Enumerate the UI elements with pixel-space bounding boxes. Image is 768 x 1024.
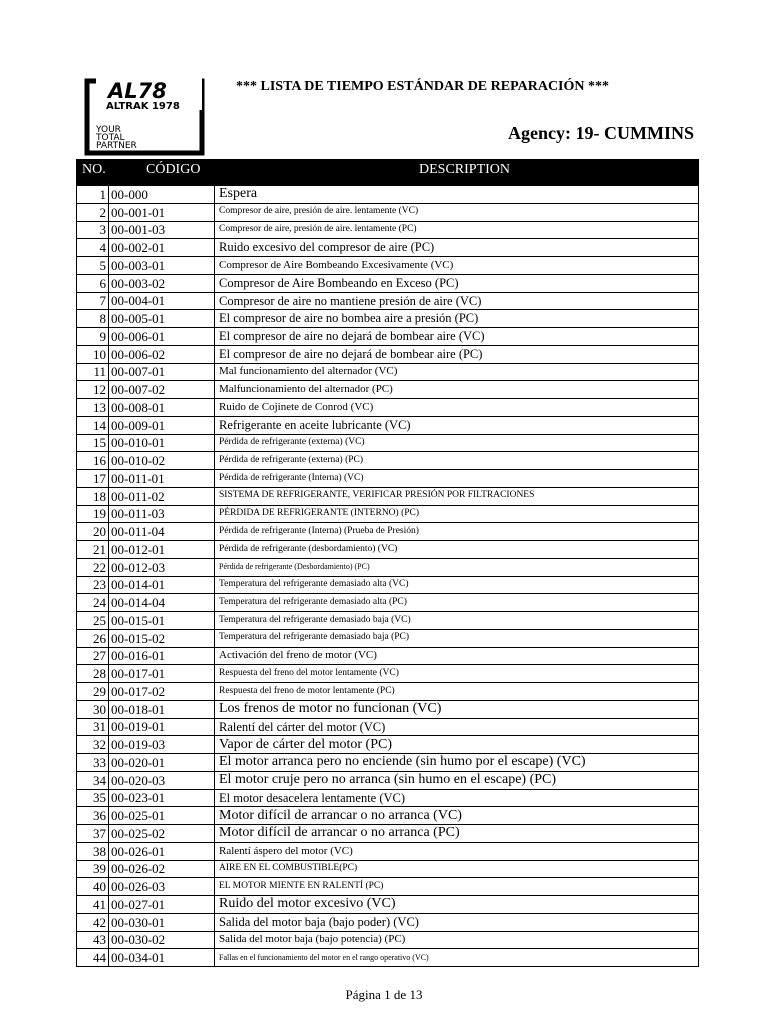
row-description: Motor difícil de arrancar o no arranca (PC)	[214, 825, 699, 842]
row-description: Motor difícil de arrancar o no arranca (VC)	[214, 807, 699, 824]
table-row	[76, 293, 699, 311]
row-number: 32	[76, 736, 108, 753]
row-code: 00-017-02	[108, 683, 214, 700]
row-code: 00-001-01	[108, 204, 214, 221]
row-number: 29	[76, 683, 108, 700]
row-code: 00-023-01	[108, 790, 214, 807]
table-row	[76, 488, 699, 506]
row-code: 00-011-01	[108, 470, 214, 487]
row-number: 20	[76, 523, 108, 540]
row-number: 38	[76, 843, 108, 860]
column-header-code: CÓDIGO	[146, 162, 201, 177]
row-number: 13	[76, 399, 108, 416]
page-number: Página 1 de 13	[345, 987, 423, 1002]
row-description: Pérdida de refrigerante (Desbordamiento) (PC)	[214, 559, 699, 576]
row-code: 00-012-01	[108, 541, 214, 558]
row-number: 40	[76, 878, 108, 895]
row-code: 00-019-01	[108, 719, 214, 736]
row-code: 00-030-01	[108, 914, 214, 931]
table-row	[76, 914, 699, 932]
table-row	[76, 399, 699, 417]
row-number: 42	[76, 914, 108, 931]
row-code: 00-014-01	[108, 577, 214, 594]
row-number: 44	[76, 949, 108, 966]
row-description: PÉRDIDA DE REFRIGERANTE (INTERNO) (PC)	[214, 506, 699, 523]
table-row	[76, 222, 699, 240]
row-description: El motor cruje pero no arranca (sin humo en el escape) (PC)	[214, 772, 699, 789]
row-code: 00-009-01	[108, 417, 214, 434]
row-number: 4	[76, 239, 108, 256]
row-description: El motor desacelera lentamente (VC)	[214, 790, 699, 807]
row-code: 00-011-03	[108, 506, 214, 523]
row-description: Temperatura del refrigerante demasiado baja (VC)	[214, 612, 699, 629]
row-description: Compresor de aire, presión de aire. lentamente (VC)	[214, 204, 699, 221]
logo-tagline-1: YOUR	[96, 125, 121, 135]
row-description: Ruido de Cojinete de Conrod (VC)	[214, 399, 699, 416]
table-row	[76, 506, 699, 524]
row-code: 00-026-01	[108, 843, 214, 860]
row-code: 00-012-03	[108, 559, 214, 576]
table-row	[76, 239, 699, 257]
row-code: 00-020-03	[108, 772, 214, 789]
row-code: 00-026-03	[108, 878, 214, 895]
row-description: Pérdida de refrigerante (desbordamiento) (VC)	[214, 541, 699, 558]
table-row	[76, 790, 699, 808]
row-number: 41	[76, 896, 108, 913]
table-row	[76, 825, 699, 843]
row-description: Vapor de cárter del motor (PC)	[214, 736, 699, 753]
row-description: Temperatura del refrigerante demasiado alta (VC)	[214, 577, 699, 594]
row-description: AIRE EN EL COMBUSTIBLE(PC)	[214, 861, 699, 878]
table-row	[76, 843, 699, 861]
table-row	[76, 541, 699, 559]
row-code: 00-016-01	[108, 648, 214, 665]
row-code: 00-017-01	[108, 665, 214, 682]
row-code: 00-003-01	[108, 257, 214, 274]
row-code: 00-000	[108, 186, 214, 203]
row-description: El compresor de aire no dejará de bombear aire (VC)	[214, 328, 699, 345]
repair-time-table	[76, 159, 699, 967]
row-number: 18	[76, 488, 108, 505]
row-description: Salida del motor baja (bajo potencia) (PC)	[214, 932, 699, 949]
row-number: 14	[76, 417, 108, 434]
document-title: *** LISTA DE TIEMPO ESTÁNDAR DE REPARACIÓN ***	[236, 79, 609, 94]
row-number: 15	[76, 435, 108, 452]
row-code: 00-025-02	[108, 825, 214, 842]
row-code: 00-005-01	[108, 310, 214, 327]
row-number: 36	[76, 807, 108, 824]
row-description: El compresor de aire no bombea aire a presión (PC)	[214, 310, 699, 327]
row-number: 11	[76, 364, 108, 381]
row-description: Pérdida de refrigerante (externa) (PC)	[214, 452, 699, 469]
row-description: Respuesta del freno del motor lentamente (VC)	[214, 665, 699, 682]
company-logo	[84, 78, 206, 156]
row-code: 00-002-01	[108, 239, 214, 256]
table-row	[76, 648, 699, 666]
table-row	[76, 719, 699, 737]
table-row	[76, 577, 699, 595]
table-row	[76, 310, 699, 328]
row-code: 00-006-01	[108, 328, 214, 345]
table-row	[76, 807, 699, 825]
table-row	[76, 736, 699, 754]
logo-company: ALTRAK 1978	[106, 101, 180, 112]
table-row	[76, 878, 699, 896]
row-description: Fallas en el funcionamiento del motor en el rango operativo (VC)	[214, 949, 699, 966]
table-body	[76, 186, 699, 967]
row-number: 43	[76, 932, 108, 949]
table-row	[76, 523, 699, 541]
row-code: 00-008-01	[108, 399, 214, 416]
row-description: Temperatura del refrigerante demasiado alta (PC)	[214, 594, 699, 611]
row-number: 3	[76, 222, 108, 239]
row-number: 34	[76, 772, 108, 789]
row-description: Pérdida de refrigerante (Interna) (VC)	[214, 470, 699, 487]
row-number: 17	[76, 470, 108, 487]
row-code: 00-014-04	[108, 594, 214, 611]
row-code: 00-007-02	[108, 381, 214, 398]
row-code: 00-018-01	[108, 701, 214, 718]
row-number: 16	[76, 452, 108, 469]
table-row	[76, 701, 699, 719]
column-header-description: DESCRIPTION	[419, 162, 511, 177]
row-number: 21	[76, 541, 108, 558]
row-code: 00-004-01	[108, 293, 214, 310]
row-code: 00-011-04	[108, 523, 214, 540]
table-header	[76, 159, 699, 186]
row-code: 00-010-02	[108, 452, 214, 469]
row-number: 9	[76, 328, 108, 345]
row-description: Malfuncionamiento del alternador (PC)	[214, 381, 699, 398]
row-number: 25	[76, 612, 108, 629]
row-code: 00-003-02	[108, 275, 214, 292]
row-code: 00-015-02	[108, 630, 214, 647]
row-description: Refrigerante en aceite lubricante (VC)	[214, 417, 699, 434]
table-row	[76, 435, 699, 453]
column-header-no: NO.	[82, 162, 106, 177]
row-code: 00-020-01	[108, 754, 214, 771]
row-code: 00-019-03	[108, 736, 214, 753]
row-number: 5	[76, 257, 108, 274]
row-description: Ralentí del cárter del motor (VC)	[214, 719, 699, 736]
row-description: Salida del motor baja (bajo poder) (VC)	[214, 914, 699, 931]
table-row	[76, 932, 699, 950]
row-description: Mal funcionamiento del alternador (VC)	[214, 364, 699, 381]
logo-tagline-2: TOTAL	[96, 133, 125, 143]
table-row	[76, 275, 699, 293]
table-row	[76, 204, 699, 222]
row-code: 00-006-02	[108, 346, 214, 363]
row-number: 19	[76, 506, 108, 523]
row-code: 00-001-03	[108, 222, 214, 239]
logo-tagline-3: PARTNER	[96, 141, 137, 151]
table-row	[76, 470, 699, 488]
row-number: 2	[76, 204, 108, 221]
table-row	[76, 896, 699, 914]
row-description: Espera	[214, 186, 699, 203]
row-description: Respuesta del freno de motor lentamente (PC)	[214, 683, 699, 700]
table-row	[76, 328, 699, 346]
row-number: 33	[76, 754, 108, 771]
row-description: EL MOTOR MIENTE EN RALENTÍ (PC)	[214, 878, 699, 895]
row-number: 31	[76, 719, 108, 736]
table-row	[76, 346, 699, 364]
agency-label: Agency: 19- CUMMINS	[508, 123, 694, 143]
table-row	[76, 772, 699, 790]
row-number: 22	[76, 559, 108, 576]
table-row	[76, 559, 699, 577]
table-row	[76, 949, 699, 967]
table-row	[76, 861, 699, 879]
table-row	[76, 612, 699, 630]
row-code: 00-026-02	[108, 861, 214, 878]
row-number: 10	[76, 346, 108, 363]
row-code: 00-015-01	[108, 612, 214, 629]
table-row	[76, 257, 699, 275]
row-number: 7	[76, 293, 108, 310]
row-number: 12	[76, 381, 108, 398]
table-row	[76, 630, 699, 648]
row-description: Pérdida de refrigerante (externa) (VC)	[214, 435, 699, 452]
row-number: 28	[76, 665, 108, 682]
table-row	[76, 665, 699, 683]
row-code: 00-025-01	[108, 807, 214, 824]
table-row	[76, 417, 699, 435]
row-code: 00-034-01	[108, 949, 214, 966]
table-row	[76, 381, 699, 399]
row-code: 00-030-02	[108, 932, 214, 949]
row-number: 39	[76, 861, 108, 878]
row-number: 6	[76, 275, 108, 292]
table-row	[76, 452, 699, 470]
row-description: El compresor de aire no dejará de bombear aire (PC)	[214, 346, 699, 363]
table-row	[76, 186, 699, 204]
row-number: 27	[76, 648, 108, 665]
row-number: 35	[76, 790, 108, 807]
row-number: 1	[76, 186, 108, 203]
row-description: Los frenos de motor no funcionan (VC)	[214, 701, 699, 718]
row-number: 23	[76, 577, 108, 594]
table-row	[76, 364, 699, 382]
row-description: Ruido del motor excesivo (VC)	[214, 896, 699, 913]
row-number: 8	[76, 310, 108, 327]
row-description: Activación del freno de motor (VC)	[214, 648, 699, 665]
row-description: Compresor de aire, presión de aire. lentamente (PC)	[214, 222, 699, 239]
row-code: 00-027-01	[108, 896, 214, 913]
row-code: 00-011-02	[108, 488, 214, 505]
row-number: 37	[76, 825, 108, 842]
row-description: SISTEMA DE REFRIGERANTE, VERIFICAR PRESIÓN POR FILTRACIONES	[214, 488, 699, 505]
row-description: Compresor de aire no mantiene presión de aire (VC)	[214, 293, 699, 310]
table-row	[76, 683, 699, 701]
row-description: Ruido excesivo del compresor de aire (PC)	[214, 239, 699, 256]
table-row	[76, 754, 699, 772]
row-description: Compresor de Aire Bombeando en Exceso (PC)	[214, 275, 699, 292]
row-description: El motor arranca pero no enciende (sin humo por el escape) (VC)	[214, 754, 699, 771]
logo-mark: AL78	[108, 79, 167, 103]
row-number: 26	[76, 630, 108, 647]
table-row	[76, 594, 699, 612]
row-number: 24	[76, 594, 108, 611]
row-code: 00-007-01	[108, 364, 214, 381]
row-code: 00-010-01	[108, 435, 214, 452]
row-description: Ralentí áspero del motor (VC)	[214, 843, 699, 860]
row-description: Temperatura del refrigerante demasiado baja (PC)	[214, 630, 699, 647]
row-description: Compresor de Aire Bombeando Excesivamente (VC)	[214, 257, 699, 274]
row-description: Pérdida de refrigerante (Interna) (Prueba de Presión)	[214, 523, 699, 540]
row-number: 30	[76, 701, 108, 718]
